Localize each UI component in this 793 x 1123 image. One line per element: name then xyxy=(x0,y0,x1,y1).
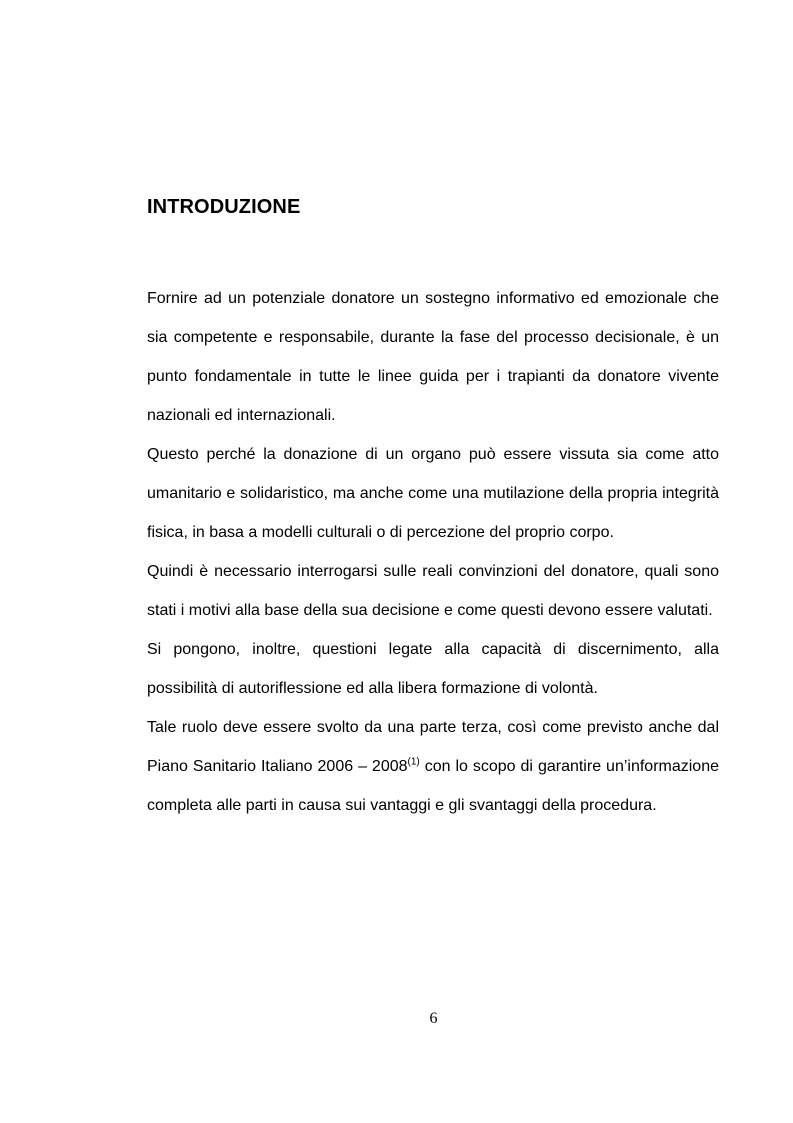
footnote-reference[interactable]: (1) xyxy=(407,756,420,768)
paragraph-1: Fornire ad un potenziale donatore un sostegno informativo ed emozionale che sia competente e responsabile, durante la fase del processo decisionale, è un punto fondamentale in tutte le linee guida per i trapianti da donatore vivente nazionali ed internazionali. xyxy=(147,290,719,424)
paragraph-3: Quindi è necessario interrogarsi sulle reali convinzioni del donatore, quali sono stati i motivi alla base della sua decisione e come questi devono essere valutati. xyxy=(147,563,719,619)
page-number: 6 xyxy=(429,1010,438,1027)
paragraph-2: Questo perché la donazione di un organo può essere vissuta sia come atto umanitario e solidaristico, ma anche come una mutilazione della propria integrità fisica, in basa a modelli culturali o di percezione del proprio corpo. xyxy=(147,446,719,541)
paragraph-5-text-start: Tale ruolo deve essere svolto da una parte terza, così come previsto anche dal Piano Sanitario Italiano 2006 – 2008 xyxy=(147,719,719,775)
paragraph-5 xyxy=(147,708,719,825)
paragraph-4: Si pongono, inoltre, questioni legate alla capacità di discernimento, alla possibilità di autoriflessione ed alla libera formazione di volontà. xyxy=(147,641,719,697)
section-heading: INTRODUZIONE xyxy=(147,196,301,218)
body-text xyxy=(147,279,719,825)
paragraph-5-text-end: con lo scopo di garantire un’informazione completa alle parti in causa sui vantaggi e gli svantaggi della procedura. xyxy=(147,758,719,814)
